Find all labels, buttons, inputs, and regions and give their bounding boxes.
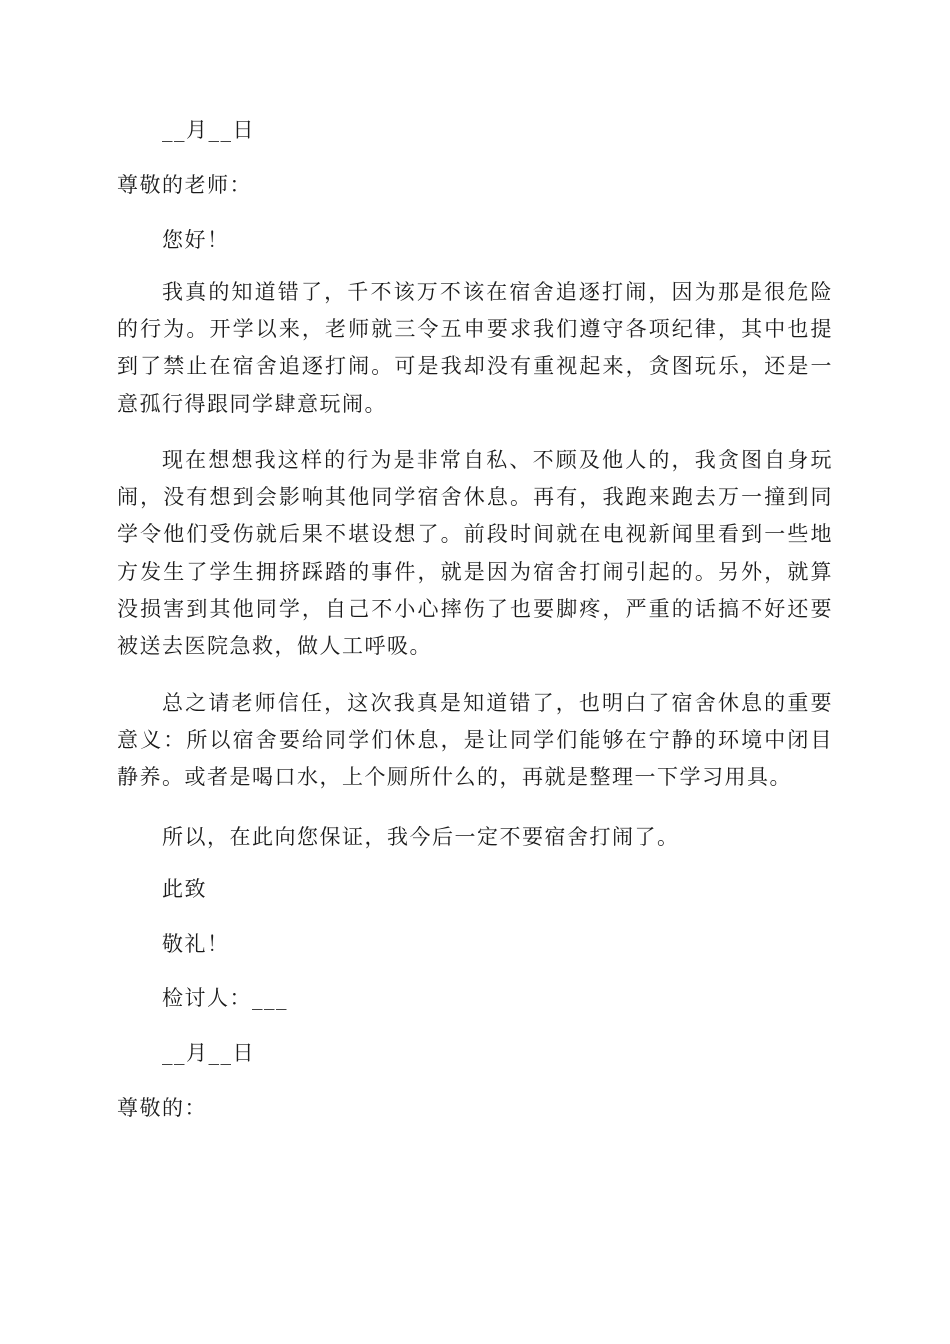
signature-line: 检讨人：___	[162, 986, 288, 1010]
paragraph-2: 现在想想我这样的行为是非常自私、不顾及他人的，我贪图自身玩闹，没有想到会影响其他同学宿舍休息。再有，我跑来跑去万一撞到同学令他们受伤就后果不堪设想了。前段时间就在电视新闻里看到一些地方发生了学生拥挤踩踏的事件，就是因为宿舍打闹引起的。另外，就算没损害到其他同学，自己不小心摔伤了也要脚疼，严重的话搞不好还要被送去医院急救，做人工呼吸。	[117, 448, 833, 659]
signature-date: __月__日	[162, 1041, 255, 1065]
closing-line-2: 敬礼！	[162, 932, 230, 956]
paragraph-4: 所以，在此向您保证，我今后一定不要宿舍打闹了。	[162, 825, 680, 849]
date-line: __月__日	[162, 118, 255, 142]
paragraph-1: 我真的知道错了，千不该万不该在宿舍追逐打闹，因为那是很危险的行为。开学以来，老师就三令五申要求我们遵守各项纪律，其中也提到了禁止在宿舍追逐打闹。可是我却没有重视起来，贪图玩乐，还是一意孤行得跟同学肆意玩闹。	[117, 280, 833, 416]
salutation: 尊敬的老师：	[117, 173, 252, 197]
closing-line-1: 此致	[162, 877, 207, 901]
second-letter-salutation: 尊敬的：	[117, 1096, 207, 1120]
greeting: 您好！	[162, 228, 230, 252]
paragraph-3: 总之请老师信任，这次我真是知道错了，也明白了宿舍休息的重要意义：所以宿舍要给同学们休息，是让同学们能够在宁静的环境中闭目静养。或者是喝口水，上个厕所什么的，再就是整理一下学习用具。	[117, 691, 833, 790]
